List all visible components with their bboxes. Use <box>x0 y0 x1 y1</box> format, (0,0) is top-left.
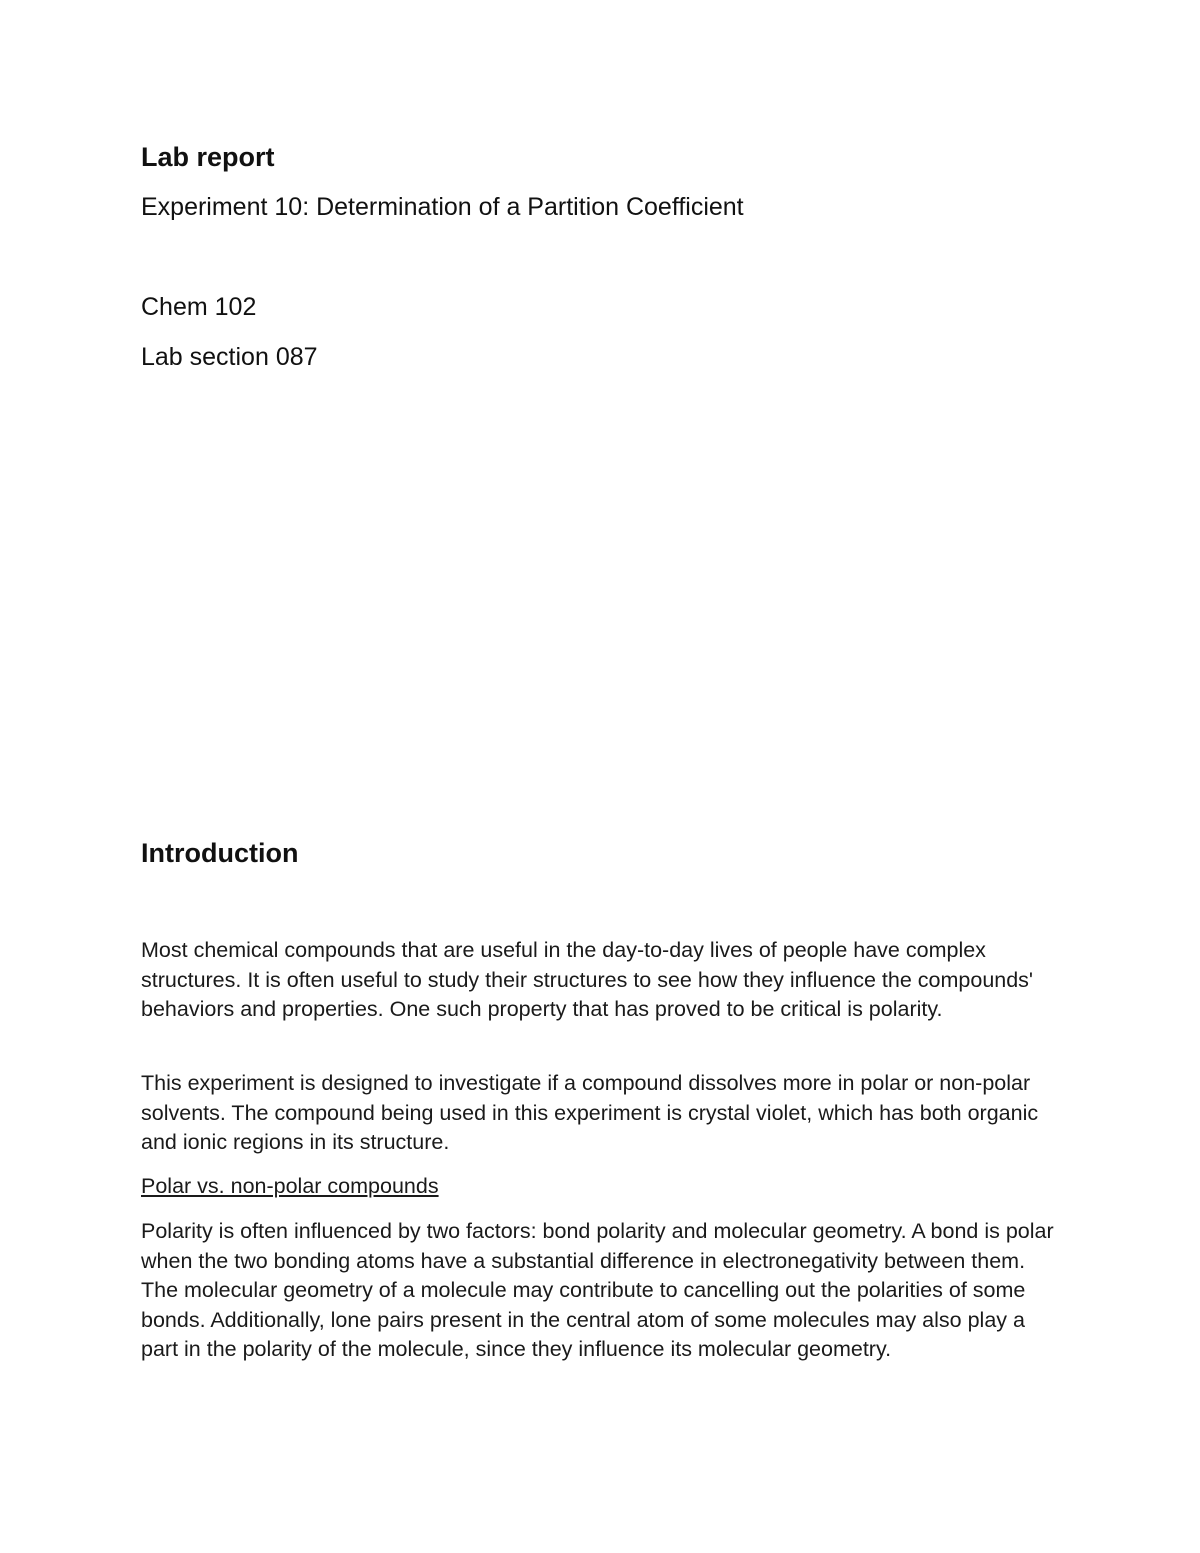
polarity-subheading: Polar vs. non-polar compounds <box>141 1174 439 1198</box>
document-title: Lab report <box>141 142 275 172</box>
lab-section: Lab section 087 <box>141 343 318 371</box>
intro-paragraph-2: This experiment is designed to investigate if a compound dissolves more in polar or non-polar solvents. The compound being used in this experiment is crystal violet, which has both organic and ionic regions in its structure. <box>141 1071 1039 1154</box>
introduction-heading: Introduction <box>141 838 299 868</box>
course-name: Chem 102 <box>141 293 257 321</box>
intro-paragraph-1: Most chemical compounds that are useful in the day-to-day lives of people have complex structures. It is often useful to study their structures to see how they influence the compounds' behaviors and properties. One such property that has proved to be critical is polarity. <box>141 938 1034 1021</box>
experiment-title: Experiment 10: Determination of a Partition Coefficient <box>141 193 744 221</box>
intro-paragraph-3: Polarity is often influenced by two factors: bond polarity and molecular geometry. A bond is polar when the two bonding atoms have a substantial difference in electronegativity between them. The molecular geometry of a molecule may contribute to cancelling out the polarities of some bonds. Additionally, lone pairs present in the central atom of some molecules may also play a part in the polarity of the molecule, since they influence its molecular geometry. <box>141 1219 1054 1361</box>
